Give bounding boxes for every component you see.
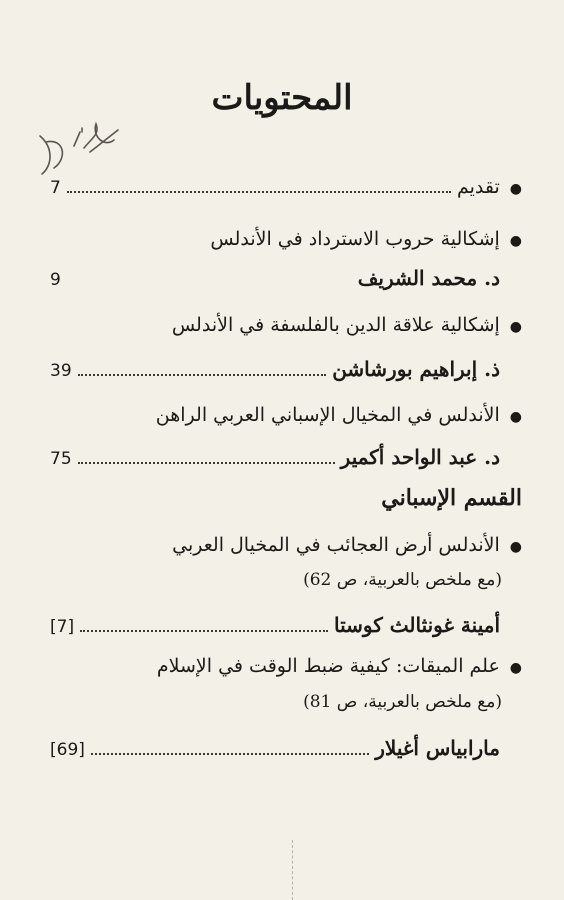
entry-title: علم الميقات: كيفية ضبط الوقت في الإسلام xyxy=(156,655,500,677)
author-name: أمينة غونثالث كوستا xyxy=(334,613,500,637)
entry-title: إشكالية حروب الاسترداد في الأندلس xyxy=(210,228,500,250)
entry-title: الأندلس أرض العجائب في المخيال العربي xyxy=(172,534,500,556)
leader-space xyxy=(67,283,352,285)
page-fold-mark xyxy=(292,840,293,900)
leader-dots xyxy=(91,753,369,755)
bullet-icon: ● xyxy=(509,181,522,197)
toc-author-line xyxy=(50,613,522,643)
author-name: ذ. إبراهيم بورشاشن xyxy=(332,357,500,381)
toc-entry xyxy=(50,404,522,434)
bullet-icon: ● xyxy=(509,409,522,425)
toc-author-line xyxy=(50,266,522,296)
bullet-icon: ● xyxy=(509,233,522,249)
author-name: مارابياس أغيلار xyxy=(375,736,500,760)
bullet-icon: ● xyxy=(509,539,522,555)
handwritten-scribble xyxy=(34,118,120,182)
toc-entry xyxy=(50,314,522,344)
leader-dots xyxy=(67,191,451,193)
leader-dots xyxy=(80,630,328,632)
toc-entry xyxy=(50,655,522,685)
page-number: 39 xyxy=(50,361,72,381)
page-number: 9 xyxy=(50,270,61,290)
page-number: [7] xyxy=(50,617,75,637)
toc-author-line xyxy=(50,357,522,387)
entry-title: تقديم xyxy=(456,176,500,198)
entry-note: (مع ملخص بالعربية، ص 62) xyxy=(303,570,502,590)
toc-entry xyxy=(50,534,522,564)
bullet-icon: ● xyxy=(509,319,522,335)
leader-dots xyxy=(78,462,335,464)
entry-title: الأندلس في المخيال الإسباني العربي الراهن xyxy=(155,404,500,426)
bullet-icon: ● xyxy=(509,660,522,676)
leader-dots xyxy=(78,374,327,376)
author-name: د. عبد الواحد أكمير xyxy=(340,445,500,469)
entry-title: إشكالية علاقة الدين بالفلسفة في الأندلس xyxy=(171,314,500,336)
toc-author-line xyxy=(50,445,522,475)
toc-entry xyxy=(50,228,522,258)
page-number: [69] xyxy=(50,740,85,760)
toc-author-line xyxy=(50,736,522,766)
author-name: د. محمد الشريف xyxy=(357,266,500,290)
toc-entry xyxy=(50,176,522,206)
page-number: 7 xyxy=(50,178,61,198)
section-heading: القسم الإسباني xyxy=(381,485,522,511)
entry-note: (مع ملخص بالعربية، ص 81) xyxy=(303,692,502,712)
page-number: 75 xyxy=(50,449,72,469)
page-title: المحتويات xyxy=(211,78,353,118)
